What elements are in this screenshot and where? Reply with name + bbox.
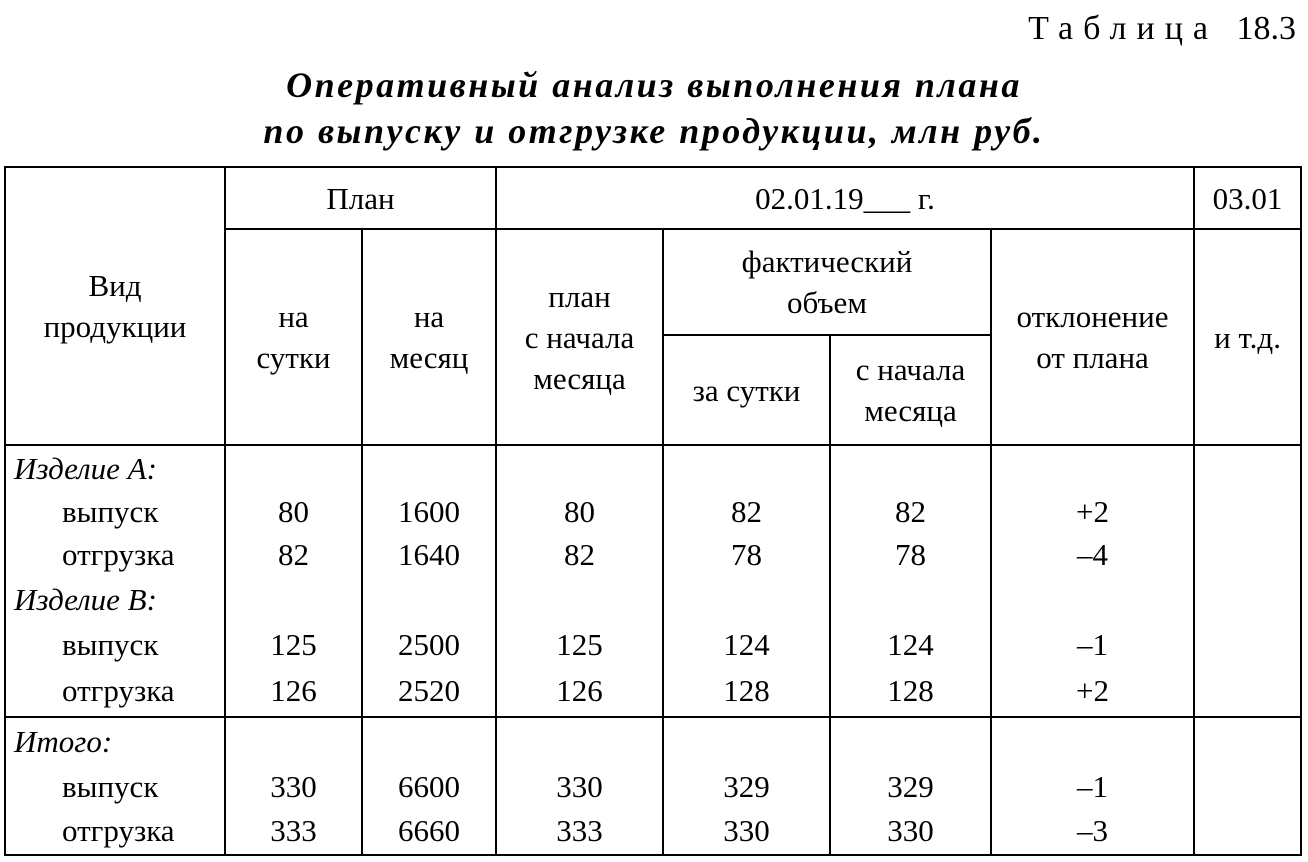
- table-row: [5, 623, 1301, 665]
- table-title: [0, 62, 1308, 154]
- row-label: отгрузка: [62, 813, 175, 849]
- header-product-type: Вид продукции: [5, 167, 225, 445]
- deviation: –3: [991, 807, 1194, 855]
- plan-since-start: 330: [496, 765, 663, 807]
- row-label: отгрузка: [62, 536, 175, 572]
- table-row: [5, 765, 1301, 807]
- plan-since-start: 82: [496, 533, 663, 575]
- plan-month: 6660: [362, 807, 496, 855]
- header-plan-per-day: на сутки: [225, 229, 362, 445]
- deviation: –4: [991, 533, 1194, 575]
- plan-since-start: 125: [496, 623, 663, 665]
- analysis-table: [4, 166, 1302, 856]
- plan-month: 6600: [362, 765, 496, 807]
- actual-since-start: 124: [830, 623, 991, 665]
- actual-day: 128: [663, 665, 830, 717]
- actual-since-start: 128: [830, 665, 991, 717]
- header-next-date: 03.01: [1194, 167, 1301, 229]
- plan-day: 333: [225, 807, 362, 855]
- actual-since-start: 329: [830, 765, 991, 807]
- plan-day: 126: [225, 665, 362, 717]
- group-title: Изделие А:: [5, 445, 225, 491]
- plan-since-start: 80: [496, 491, 663, 533]
- title-line-2: по выпуску и отгрузке продукции, млн руб.: [263, 111, 1045, 151]
- plan-day: 82: [225, 533, 362, 575]
- table-row: [5, 665, 1301, 717]
- header-deviation: отклонение от плана: [991, 229, 1194, 445]
- plan-month: 1640: [362, 533, 496, 575]
- plan-day: 125: [225, 623, 362, 665]
- plan-month: 2500: [362, 623, 496, 665]
- table-number-prefix: Таблица: [1028, 10, 1218, 47]
- row-label: выпуск: [62, 768, 159, 804]
- header-actual-volume: фактический объем: [663, 229, 991, 335]
- header-plan-since-start: план с начала месяца: [496, 229, 663, 445]
- table-number: [1028, 10, 1296, 48]
- actual-day: 78: [663, 533, 830, 575]
- header-plan: План: [225, 167, 496, 229]
- header-actual-since-start: с начала месяца: [830, 335, 991, 445]
- row-label: выпуск: [62, 626, 159, 662]
- plan-day: 330: [225, 765, 362, 807]
- table-row: [5, 533, 1301, 575]
- header-etc: и т.д.: [1194, 229, 1301, 445]
- title-line-1: Оперативный анализ выполнения плана: [286, 65, 1022, 105]
- header-date: 02.01.19___ г.: [496, 167, 1194, 229]
- deviation: –1: [991, 623, 1194, 665]
- row-label: отгрузка: [62, 673, 175, 709]
- actual-since-start: 78: [830, 533, 991, 575]
- header-plan-per-month: на месяц: [362, 229, 496, 445]
- plan-since-start: 126: [496, 665, 663, 717]
- plan-month: 2520: [362, 665, 496, 717]
- row-label: выпуск: [62, 494, 159, 530]
- deviation: –1: [991, 765, 1194, 807]
- deviation: +2: [991, 491, 1194, 533]
- actual-day: 82: [663, 491, 830, 533]
- group-title: Итого:: [5, 717, 225, 765]
- plan-since-start: 333: [496, 807, 663, 855]
- actual-since-start: 82: [830, 491, 991, 533]
- plan-day: 80: [225, 491, 362, 533]
- header-actual-per-day: за сутки: [663, 335, 830, 445]
- actual-day: 124: [663, 623, 830, 665]
- actual-day: 329: [663, 765, 830, 807]
- group-title: Изделие В:: [5, 575, 225, 623]
- table-number-value: 18.3: [1236, 10, 1296, 47]
- deviation: +2: [991, 665, 1194, 717]
- actual-day: 330: [663, 807, 830, 855]
- table-row: [5, 491, 1301, 533]
- table-row: [5, 807, 1301, 855]
- plan-month: 1600: [362, 491, 496, 533]
- actual-since-start: 330: [830, 807, 991, 855]
